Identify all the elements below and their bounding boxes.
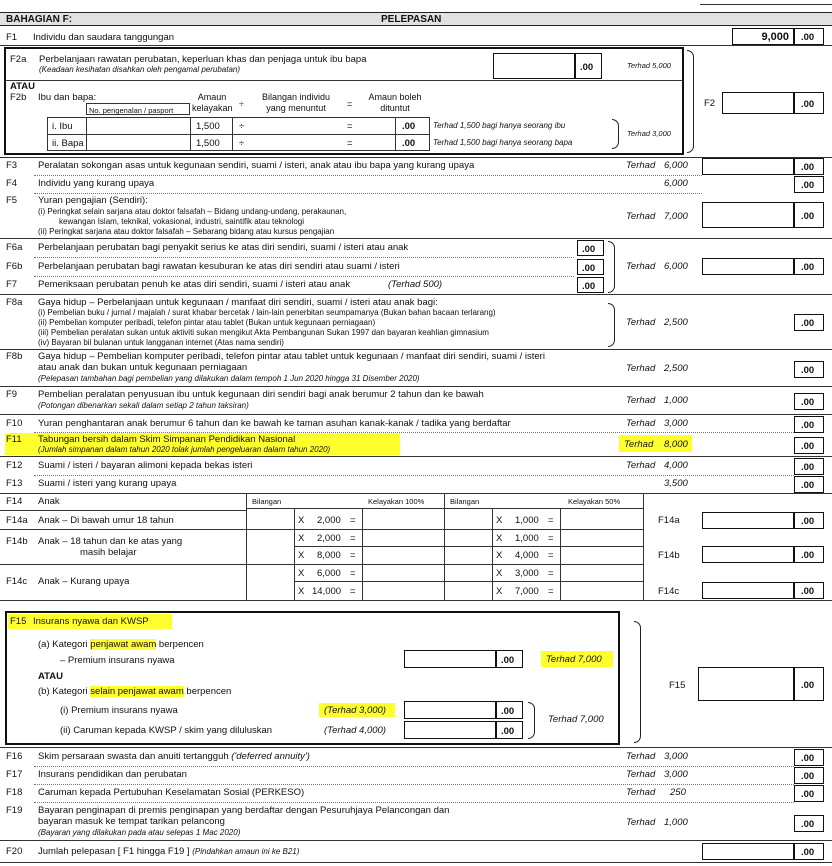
f15-a-hl: penjawat awam (90, 639, 157, 650)
f15-b-pre: (b) Kategori (38, 686, 91, 697)
rule (0, 386, 832, 387)
f5-terhad: Terhad (626, 211, 656, 222)
f12-code: F12 (6, 460, 23, 471)
f6-f7-brace (608, 241, 615, 293)
f2b-ibu-decimal: .00 (402, 121, 416, 132)
f5-decimal-field[interactable] (794, 202, 824, 228)
f19-decimal: .00 (801, 819, 815, 830)
f14b-x-100-2: X (298, 550, 305, 561)
f1-decimal-field[interactable] (794, 28, 824, 45)
f4-label: Individu yang kurang upaya (38, 178, 155, 189)
f18-decimal-field[interactable] (794, 785, 824, 802)
f19-decimal-field[interactable] (794, 815, 824, 832)
f14c-label: Anak – Kurang upaya (38, 576, 130, 587)
f8b-decimal: .00 (801, 365, 815, 376)
f20-decimal: .00 (801, 847, 815, 858)
f5-amount-field[interactable] (702, 202, 794, 228)
f17-label: Insurans pendidikan dan perubatan (38, 769, 187, 780)
f3-label: Peralatan sokongan asas untuk kegunaan sendiri, suami / isteri, anak atau ibu bapa yang kurang upaya (38, 160, 475, 171)
f9-note: (Potongan dibenarkan sekali dalam setiap 2 tahun taksiran) (38, 401, 249, 410)
f14a-decimal-field[interactable] (794, 512, 824, 529)
rule (492, 508, 493, 600)
f18-label: Caruman kepada Pertubuhan Keselamatan Sosial (PERKESO) (38, 787, 305, 798)
f17-code: F17 (6, 769, 23, 780)
f8b-terhad: Terhad (626, 363, 656, 374)
f2b-col-id (86, 103, 190, 115)
f18-terhad: Terhad (626, 787, 656, 798)
f6-f7-amount-field[interactable] (702, 258, 794, 275)
f6-f7-decimal-field[interactable] (794, 258, 824, 275)
f1-label: Individu dan saudara tanggungan (33, 32, 175, 43)
f2b-ibu-eq: = (347, 121, 353, 132)
f8a-decimal: .00 (801, 318, 815, 329)
rule (34, 784, 794, 785)
f14b-amount-field[interactable] (702, 546, 794, 563)
f8a-decimal-field[interactable] (794, 314, 824, 331)
section-title: PELEPASAN (381, 14, 442, 25)
f19-note: (Bayaran yang dilakukan pada atau selepas 1 Mac 2020) (38, 828, 241, 837)
rule (0, 840, 832, 841)
f15-a-pre: (a) Kategori (38, 639, 91, 650)
f14b-amount-100-2: 8,000 (317, 550, 341, 561)
f15-b-brace (528, 702, 535, 739)
f11-limit: 8,000 (664, 439, 688, 450)
f15-b-hl: selain penjawat awam (90, 686, 184, 697)
f2a-code: F2a (10, 54, 27, 65)
f14c-amount-50-1: 3,000 (515, 568, 539, 579)
f12-limit: 4,000 (664, 460, 688, 471)
f14a-amount-50: 1,000 (515, 515, 539, 526)
f13-decimal-field[interactable] (794, 476, 824, 493)
f14c-eq-50-1: = (548, 568, 554, 579)
f13-limit: 3,500 (664, 478, 688, 489)
f14c-amount-100-1: 6,000 (317, 568, 341, 579)
f14b-amount-50-2: 4,000 (515, 550, 539, 561)
f3-limit: 6,000 (664, 160, 688, 171)
f16-label: Skim persaraan swasta dan anuiti tertangguh (38, 751, 232, 762)
f20-label: Jumlah pelepasan [ F1 hingga F19 ] (38, 846, 193, 857)
f19-terhad: Terhad (626, 817, 656, 828)
f14b-label2: masih belajar (80, 547, 137, 558)
f7-decimal: .00 (582, 281, 596, 292)
f1-amount-field[interactable] (732, 28, 794, 45)
f14a-label: Anak – Di bawah umur 18 tahun (38, 515, 174, 526)
section-code: BAHAGIAN F: (6, 14, 73, 25)
f2b-bapa-amount: 1,500 (196, 138, 220, 149)
f18-decimal: .00 (801, 789, 815, 800)
rule (246, 508, 644, 509)
f15-amount-field[interactable] (698, 667, 794, 701)
f10-terhad: Terhad (626, 418, 656, 429)
f2b-brace (612, 119, 619, 149)
rule (34, 802, 794, 803)
f14a-code: F14a (658, 515, 680, 526)
rule (34, 257, 574, 258)
f3-code: F3 (6, 160, 18, 171)
rule (34, 475, 794, 476)
f14b-x-100-1: X (298, 533, 305, 544)
f6b-label: Perbelanjaan perubatan bagi rawatan kesuburan ke atas diri sendiri atau suami / isteri (38, 261, 400, 272)
f15-b-heading (38, 687, 231, 697)
f17-limit: 3,000 (664, 769, 688, 780)
f14c-amount-field[interactable] (702, 582, 794, 599)
f15-code-left: F15 (10, 616, 27, 627)
f2b-bapa-eq: = (347, 138, 353, 149)
f6b-code: F6b (6, 261, 23, 272)
f8b-decimal-field[interactable] (794, 361, 824, 378)
f3-terhad: Terhad (626, 160, 656, 171)
rule (6, 80, 682, 81)
f14a-x-100: X (298, 515, 305, 526)
f8b-code: F8b (6, 351, 23, 362)
f14c-eq-100-1: = (350, 568, 356, 579)
f10-code: F10 (6, 418, 23, 429)
f8a-item-3: (iii) Pembelian peralatan sukan untuk aktiviti sukan mengikut Akta Pembangunan Sukan 1997 dan bayaran keahlian gimnasium (38, 328, 489, 337)
f13-label: Suami / isteri yang kurang upaya (38, 478, 177, 489)
f2a-amount-field[interactable] (493, 53, 575, 79)
rule (294, 546, 644, 547)
f4-decimal-field[interactable] (794, 176, 824, 193)
rule (0, 294, 832, 295)
f17-decimal: .00 (801, 771, 815, 782)
f20-label-wrap (38, 847, 299, 857)
f2b-ibu-label: i. Ibu (52, 121, 73, 132)
f16-label-italic: ('deferred annuity') (231, 751, 310, 762)
rule (0, 564, 644, 565)
f14-kel100-header: Kelayakan 100% (368, 497, 425, 506)
f19-label2: bayaran masuk ke tempat tarikan pelancong (38, 816, 225, 827)
f3-decimal: .00 (801, 162, 815, 173)
f14c-x-50-2: X (496, 586, 503, 597)
f15-decimal: .00 (801, 680, 815, 691)
f6a-code: F6a (6, 242, 23, 253)
f6a-label: Perbelanjaan perubatan bagi penyakit serius ke atas diri sendiri, suami / isteri atau anak (38, 242, 409, 253)
f2b-bapa-label: ii. Bapa (52, 138, 84, 149)
f15-a-limit: Terhad 7,000 (546, 654, 602, 665)
f15-a-post: berpencen (156, 639, 204, 650)
f2-amount-field[interactable] (722, 92, 794, 114)
f12-decimal-field[interactable] (794, 458, 824, 475)
f14b-x-50-2: X (496, 550, 503, 561)
f14c-x-50-1: X (496, 568, 503, 579)
f15-b1-label: (i) Premium insurans nyawa (60, 705, 178, 716)
rule (395, 117, 396, 151)
rule (294, 581, 644, 582)
f7-amount-field[interactable] (577, 277, 604, 293)
f14b-eq-100-1: = (350, 533, 356, 544)
f8a-label: Gaya hidup – Perbelanjaan untuk kegunaan / manfaat diri sendiri, suami / isteri atau anak bagi: (38, 297, 438, 308)
rule (190, 117, 191, 151)
f2b-bapa-div: ÷ (239, 138, 245, 149)
f14c-x-100-2: X (298, 586, 305, 597)
f14a-eq-100: = (350, 515, 356, 526)
f14a-x-50: X (496, 515, 503, 526)
f13-decimal: .00 (801, 480, 815, 491)
f6-f7-decimal: .00 (801, 262, 815, 273)
f9-decimal-field[interactable] (794, 393, 824, 410)
f20-label-italic: (Pindahkan amaun ini ke B21) (192, 847, 300, 856)
f11-code: F11 (6, 434, 22, 445)
f2b-code: F2b (10, 92, 27, 103)
f8a-brace (608, 303, 615, 347)
f14-bil-50-header: Bilangan (450, 497, 480, 506)
f11-note: (Jumlah simpanan dalam tahun 2020 tolak jumlah pengeluaran dalam tahun 2020) (38, 445, 331, 454)
f15-b2-amount-field[interactable] (404, 721, 496, 739)
f15-b1-decimal: .00 (501, 706, 515, 717)
f15-b-post: berpencen (183, 686, 232, 697)
f4-decimal: .00 (801, 180, 815, 191)
f2b-bapa-note: Terhad 1,500 bagi hanya seorang bapa (433, 138, 573, 147)
f14b-eq-50-2: = (548, 550, 554, 561)
f15-atau: ATAU (38, 671, 63, 682)
f2a-label: Perbelanjaan rawatan perubatan, keperluan khas dan penjaga untuk ibu bapa (39, 54, 367, 65)
f17-decimal-field[interactable] (794, 767, 824, 784)
f8a-terhad: Terhad (626, 317, 656, 328)
f14b-decimal: .00 (801, 550, 815, 561)
f14b-amount-50-1: 1,000 (515, 533, 539, 544)
f9-decimal: .00 (801, 397, 815, 408)
f14a-decimal: .00 (801, 516, 815, 527)
rule (34, 175, 702, 176)
f14c-code: F14c (658, 586, 680, 597)
rule (34, 193, 702, 194)
f14a-amount-100: 2,000 (317, 515, 341, 526)
rule (47, 134, 430, 135)
f9-code: F9 (6, 389, 18, 400)
f2b-bapa-decimal: .00 (402, 138, 416, 149)
f7-note: (Terhad 500) (388, 279, 443, 290)
f14b-decimal-field[interactable] (794, 546, 824, 563)
f5-label: Yuran pengajian (Sendiri): (38, 195, 148, 206)
f1-amount: 9,000 (761, 31, 789, 43)
f4-code: F4 (6, 178, 18, 189)
f20-code: F20 (6, 846, 23, 857)
f16-decimal: .00 (801, 753, 815, 764)
f6a-amount-field[interactable] (577, 240, 604, 256)
f1-decimal: .00 (801, 32, 815, 43)
f11-terhad: Terhad (624, 439, 654, 450)
rule (0, 600, 832, 601)
f19-limit: 1,000 (664, 817, 688, 828)
f16-decimal-field[interactable] (794, 749, 824, 766)
f5-limit: 7,000 (664, 211, 688, 222)
f14b-x-50-1: X (496, 533, 503, 544)
f2b-col-id-text: No. pengenalan / pasport (89, 106, 174, 115)
f14c-amount-100-2: 14,000 (312, 586, 342, 597)
f15-b1-amount-field[interactable] (404, 701, 496, 719)
f14b-eq-50-1: = (548, 533, 554, 544)
f11-label: Tabungan bersih dalam Skim Simpanan Pendidikan Nasional (38, 434, 296, 445)
rule (0, 747, 832, 748)
f11-decimal-field[interactable] (794, 437, 824, 454)
rule (0, 349, 832, 350)
f14b-label1: Anak – 18 tahun dan ke atas yang (38, 536, 183, 547)
f10-limit: 3,000 (664, 418, 688, 429)
f16-code: F16 (6, 751, 23, 762)
f14-code: F14 (6, 496, 23, 507)
f2a-limit: Terhad 5,000 (627, 61, 671, 70)
rule (294, 508, 295, 600)
f6-f7-terhad: Terhad (626, 261, 656, 272)
f3-decimal-field[interactable] (794, 158, 824, 175)
f2b-limit: Terhad 3,000 (627, 129, 671, 138)
f6b-amount-field[interactable] (577, 259, 604, 275)
rule (0, 862, 832, 863)
f14b-code: F14b (658, 550, 680, 561)
rule (362, 508, 363, 600)
f12-label: Suami / isteri / bayaran alimoni kepada bekas isteri (38, 460, 253, 471)
f19-code: F19 (6, 805, 23, 816)
f8a-item-4: (iv) Bayaran bil bulanan untuk langganan internet (Atas nama sendiri) (38, 338, 284, 347)
rule (86, 117, 87, 151)
f2-atau: ATAU (10, 81, 35, 92)
f8a-item-2: (ii) Pembelian komputer peribadi, telefon pintar atau tablet (Bukan untuk kegunaan perniagaan) (38, 318, 376, 327)
f8b-label1: Gaya hidup – Pembelian komputer peribadi, telefon pintar atau tablet untuk kegunaan / manfaat diri sendiri, suami / isteri (38, 351, 545, 362)
f8a-limit: 2,500 (664, 317, 688, 328)
f2b-col-amount: Amaun kelayakan (192, 92, 233, 113)
rule (34, 766, 794, 767)
f16-terhad: Terhad (626, 751, 656, 762)
rule (0, 45, 832, 46)
f20-amount-field[interactable] (702, 843, 794, 860)
f15-b1-limit: (Terhad 3,000) (324, 705, 386, 716)
f5-item-1: (i) Peringkat selain sarjana atau doktor falsafah – Bidang undang-undang, perakaunan, (38, 207, 347, 216)
f10-decimal-field[interactable] (794, 416, 824, 433)
f15-a-heading (38, 640, 204, 650)
f15-b2-label: (ii) Caruman kepada KWSP / skim yang diluluskan (60, 725, 273, 736)
f15-b2-decimal-field[interactable] (496, 721, 523, 739)
f19-label1: Bayaran penginapan di premis penginapan yang berdaftar dengan Pesuruhjaya Pelancongan dan (38, 805, 450, 816)
f17-terhad: Terhad (626, 769, 656, 780)
f2b-ibu-div: ÷ (239, 121, 245, 132)
f15-brace (634, 621, 641, 743)
rule (34, 276, 574, 277)
f12-terhad: Terhad (626, 460, 656, 471)
rule (0, 238, 832, 239)
f16-label-wrap (38, 752, 310, 762)
f14-kel50-header: Kelayakan 50% (568, 497, 621, 506)
top-rule (700, 4, 832, 5)
f14a-eq-50: = (548, 515, 554, 526)
f8b-note: (Pelepasan tambahan bagi pembelian yang dilakukan dalam tempoh 1 Jun 2020 hingga 31 Disember 2020) (38, 374, 420, 383)
f14c-eq-50-2: = (548, 586, 554, 597)
f14c-code-left: F14c (6, 576, 28, 587)
rule (0, 510, 246, 511)
f1-code: F1 (6, 32, 18, 43)
f15-a-decimal: .00 (501, 655, 515, 666)
f2-code: F2 (704, 98, 716, 109)
f4-limit: 6,000 (664, 178, 688, 189)
f5-code: F5 (6, 195, 18, 206)
f8a-code: F8a (6, 297, 23, 308)
rule (0, 414, 832, 415)
f20-decimal-field[interactable] (794, 843, 824, 860)
f14c-x-100-1: X (298, 568, 305, 579)
f14c-amount-50-2: 7,000 (515, 586, 539, 597)
rule (232, 117, 233, 151)
f2a-decimal: .00 (580, 62, 594, 73)
f15-label: Insurans nyawa dan KWSP (33, 616, 149, 627)
f5-item-1b: kewangan Islam, teknikal, vokasional, industri, saintifik atau teknologi (59, 217, 305, 226)
rule (0, 456, 832, 457)
f10-label: Yuran penghantaran anak berumur 6 tahun dan ke bawah ke taman asuhan kanak-kanak / tadika yang berdaftar (38, 418, 511, 429)
f15-b-limit: Terhad 7,000 (548, 714, 604, 725)
f15-a-item: – Premium insurans nyawa (60, 655, 175, 666)
f12-decimal: .00 (801, 462, 815, 473)
f3-amount-field[interactable] (702, 158, 794, 175)
f15-a-amount-field[interactable] (404, 650, 496, 668)
f15-b2-limit: (Terhad 4,000) (324, 725, 386, 736)
section-header (0, 12, 832, 26)
rule (0, 529, 644, 530)
f15-a-decimal-field[interactable] (496, 650, 523, 668)
f2b-ibu-amount: 1,500 (196, 121, 220, 132)
f14b-amount-100-1: 2,000 (317, 533, 341, 544)
f2b-col-claim: Amaun boleh dituntut (368, 92, 422, 113)
f13-code: F13 (6, 478, 23, 489)
f7-label: Pemeriksaan perubatan penuh ke atas diri sendiri, suami / isteri atau anak (38, 279, 351, 290)
f8b-limit: 2,500 (664, 363, 688, 374)
f2-decimal-field[interactable] (794, 92, 824, 114)
f9-limit: 1,000 (664, 395, 688, 406)
f15-code: F15 (669, 680, 686, 691)
f9-terhad: Terhad (626, 395, 656, 406)
f11-decimal: .00 (801, 441, 815, 452)
f14-label: Anak (38, 496, 60, 507)
f6a-decimal: .00 (582, 244, 596, 255)
f14b-code-left: F14b (6, 536, 28, 547)
f2b-label: Ibu dan bapa: (38, 92, 97, 103)
f18-code: F18 (6, 787, 23, 798)
f5-item-2: (ii) Peringkat sarjana atau doktor falsafah – Sebarang bidang atau kursus pengajian (38, 227, 335, 236)
f15-decimal-field[interactable] (794, 667, 824, 701)
f15-b2-decimal: .00 (501, 726, 515, 737)
f14a-amount-field[interactable] (702, 512, 794, 529)
rule (560, 508, 561, 600)
f14c-decimal: .00 (801, 586, 815, 597)
f8b-label2: atau anak dan bukan untuk kegunaan perniagaan (38, 362, 248, 373)
f2a-decimal-field[interactable] (575, 53, 602, 79)
f2b-ibu-note: Terhad 1,500 bagi hanya seorang ibu (433, 121, 566, 130)
f18-limit: 250 (670, 787, 686, 798)
f14b-eq-100-2: = (350, 550, 356, 561)
f14c-decimal-field[interactable] (794, 582, 824, 599)
f7-code: F7 (6, 279, 18, 290)
f14c-eq-100-2: = (350, 586, 356, 597)
f15-b1-decimal-field[interactable] (496, 701, 523, 719)
f2b-col-div: ÷ (239, 99, 244, 109)
f5-decimal: .00 (801, 211, 815, 222)
f9-label: Pembelian peralatan penyusuan ibu untuk kegunaan diri sendiri bagi anak berumur 2 tahun dan ke bawah (38, 389, 484, 400)
f2-decimal: .00 (801, 99, 815, 110)
f6b-decimal: .00 (582, 263, 596, 274)
f10-decimal: .00 (801, 420, 815, 431)
f16-limit: 3,000 (664, 751, 688, 762)
f14-bil-100-header: Bilangan (252, 497, 282, 506)
f2b-col-eq: = (347, 99, 353, 109)
f6-f7-limit: 6,000 (664, 261, 688, 272)
f2b-col-count: Bilangan individu yang menuntut (261, 92, 331, 113)
f2a-note: (Keadaan kesihatan disahkan oleh pengamal perubatan) (39, 65, 241, 74)
f2-brace (687, 50, 694, 153)
f14a-code-left: F14a (6, 515, 28, 526)
f8a-item-1: (i) Pembelian buku / jurnal / majalah / surat khabar bercetak / lain-lain penerbitan seumpamanya (Bukan bahan bacaan terlarang) (38, 308, 496, 317)
